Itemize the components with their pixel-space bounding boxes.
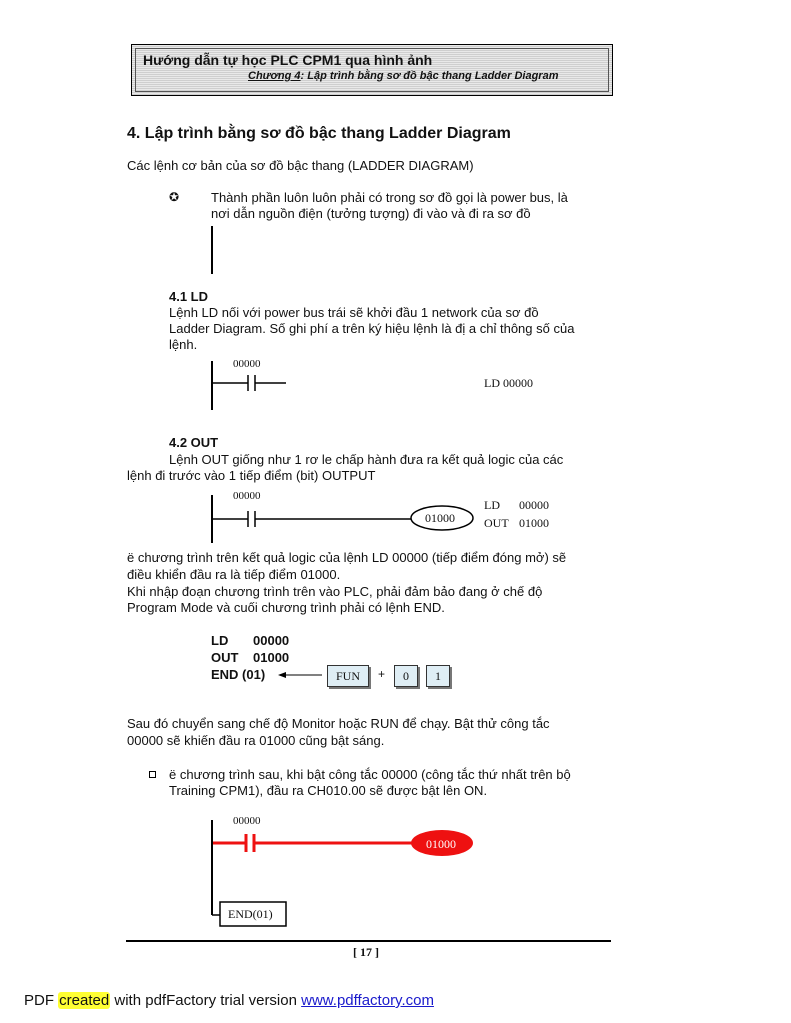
- monitor-line2: 00000 sẽ khiến đầu ra 01000 cũng bật sáng.: [127, 733, 385, 748]
- program-line2-arg: 01000: [253, 650, 290, 665]
- program-line1-arg: 00000: [253, 633, 290, 648]
- out-mnemonic-ld-arg: 00000: [519, 498, 549, 512]
- header-title: Hướng dẫn tự học PLC CPM1 qua hình ảnh: [143, 52, 433, 68]
- out-heading: 4.2 OUT: [169, 435, 219, 450]
- section-title: 4. Lập trình bằng sơ đồ bậc thang Ladder Diagram: [127, 125, 511, 142]
- ld-mnemonic: LD 00000: [484, 376, 533, 390]
- program-line1-op: LD: [211, 633, 229, 648]
- fun-key-button: FUN: [327, 665, 369, 687]
- out-coil-label: 01000: [425, 511, 455, 525]
- bullet1-line2: nơi dẫn nguồn điện (tưởng tượng) đi vào và đi ra sơ đồ: [211, 206, 531, 221]
- pdf-footer: [24, 992, 434, 1009]
- program-line3: END (01): [211, 667, 266, 682]
- out-contact-label: 00000: [233, 490, 261, 502]
- ld-line3: lệnh.: [169, 337, 198, 352]
- pdf-prefix: PDF: [24, 992, 59, 1009]
- ld-heading: 4.1 LD: [169, 289, 209, 304]
- example-coil-label: 01000: [426, 837, 456, 851]
- example-contact-label: 00000: [233, 815, 261, 827]
- bullet1-line1: Thành phần luôn luôn phải có trong sơ đồ gọi là power bus, là: [211, 190, 568, 205]
- out-line2: lệnh đi trước vào 1 tiếp điểm (bit) OUTPUT: [127, 468, 376, 483]
- example-line2: Training CPM1), đầu ra CH010.00 sẽ được bật lên ON.: [169, 783, 488, 798]
- out-mnemonic-out-op: OUT: [484, 516, 509, 530]
- zero-key-button: 0: [394, 665, 418, 687]
- one-key-button: 1: [426, 665, 450, 687]
- explain-line3: Khi nhập đoạn chương trình trên vào PLC, phải đảm bảo đang ở chế độ: [127, 584, 543, 599]
- ld-line2: Ladder Diagram. Số ghi phí a trên ký hiệu lệnh là đị a chỉ thông số của: [169, 321, 575, 336]
- ld-line1: Lệnh LD nối với power bus trái sẽ khởi đầu 1 network của sơ đồ: [169, 305, 539, 320]
- example-line1: ë chương trình sau, khi bật công tắc 00000 (công tắc thứ nhất trên bộ: [169, 767, 571, 782]
- footer-rule: [126, 940, 611, 942]
- section-intro: Các lệnh cơ bản của sơ đồ bậc thang (LADDER DIAGRAM): [127, 158, 474, 173]
- end-arrow: [278, 672, 322, 678]
- program-line2-op: OUT: [211, 650, 239, 665]
- explain-line4: Program Mode và cuối chương trình phải có lệnh END.: [127, 600, 445, 615]
- chapter-title: : Lập trình bằng sơ đồ bậc thang Ladder Diagram: [300, 70, 559, 82]
- page-number: [ 17 ]: [353, 945, 379, 959]
- plus-sign: +: [378, 667, 386, 681]
- pdffactory-link[interactable]: www.pdffactory.com: [301, 992, 434, 1009]
- out-mnemonic-ld-op: LD: [484, 498, 500, 512]
- pdf-middle: with pdfFactory trial version: [110, 992, 302, 1009]
- ld-rung-diagram: [212, 361, 286, 410]
- pdf-created-highlight: created: [59, 992, 110, 1009]
- explain-line1: ë chương trình trên kết quả logic của lệnh LD 00000 (tiếp điểm đóng mở) sẽ: [127, 550, 567, 565]
- explain-line2: điều khiển đầu ra là tiếp điểm 01000.: [127, 567, 341, 582]
- out-rung-diagram: [212, 495, 473, 543]
- monitor-line1: Sau đó chuyển sang chế độ Monitor hoặc RUN để chạy. Bật thử công tắc: [127, 716, 550, 731]
- out-line1: Lệnh OUT giống như 1 rơ le chấp hành đưa ra kết quả logic của các: [169, 452, 564, 467]
- ld-contact-label: 00000: [233, 358, 261, 370]
- chapter-number: Chương 4: [248, 70, 301, 82]
- gear-bullet-icon: ✪: [169, 190, 180, 204]
- out-mnemonic-out-arg: 01000: [519, 516, 549, 530]
- example-end-label: END(01): [228, 907, 273, 921]
